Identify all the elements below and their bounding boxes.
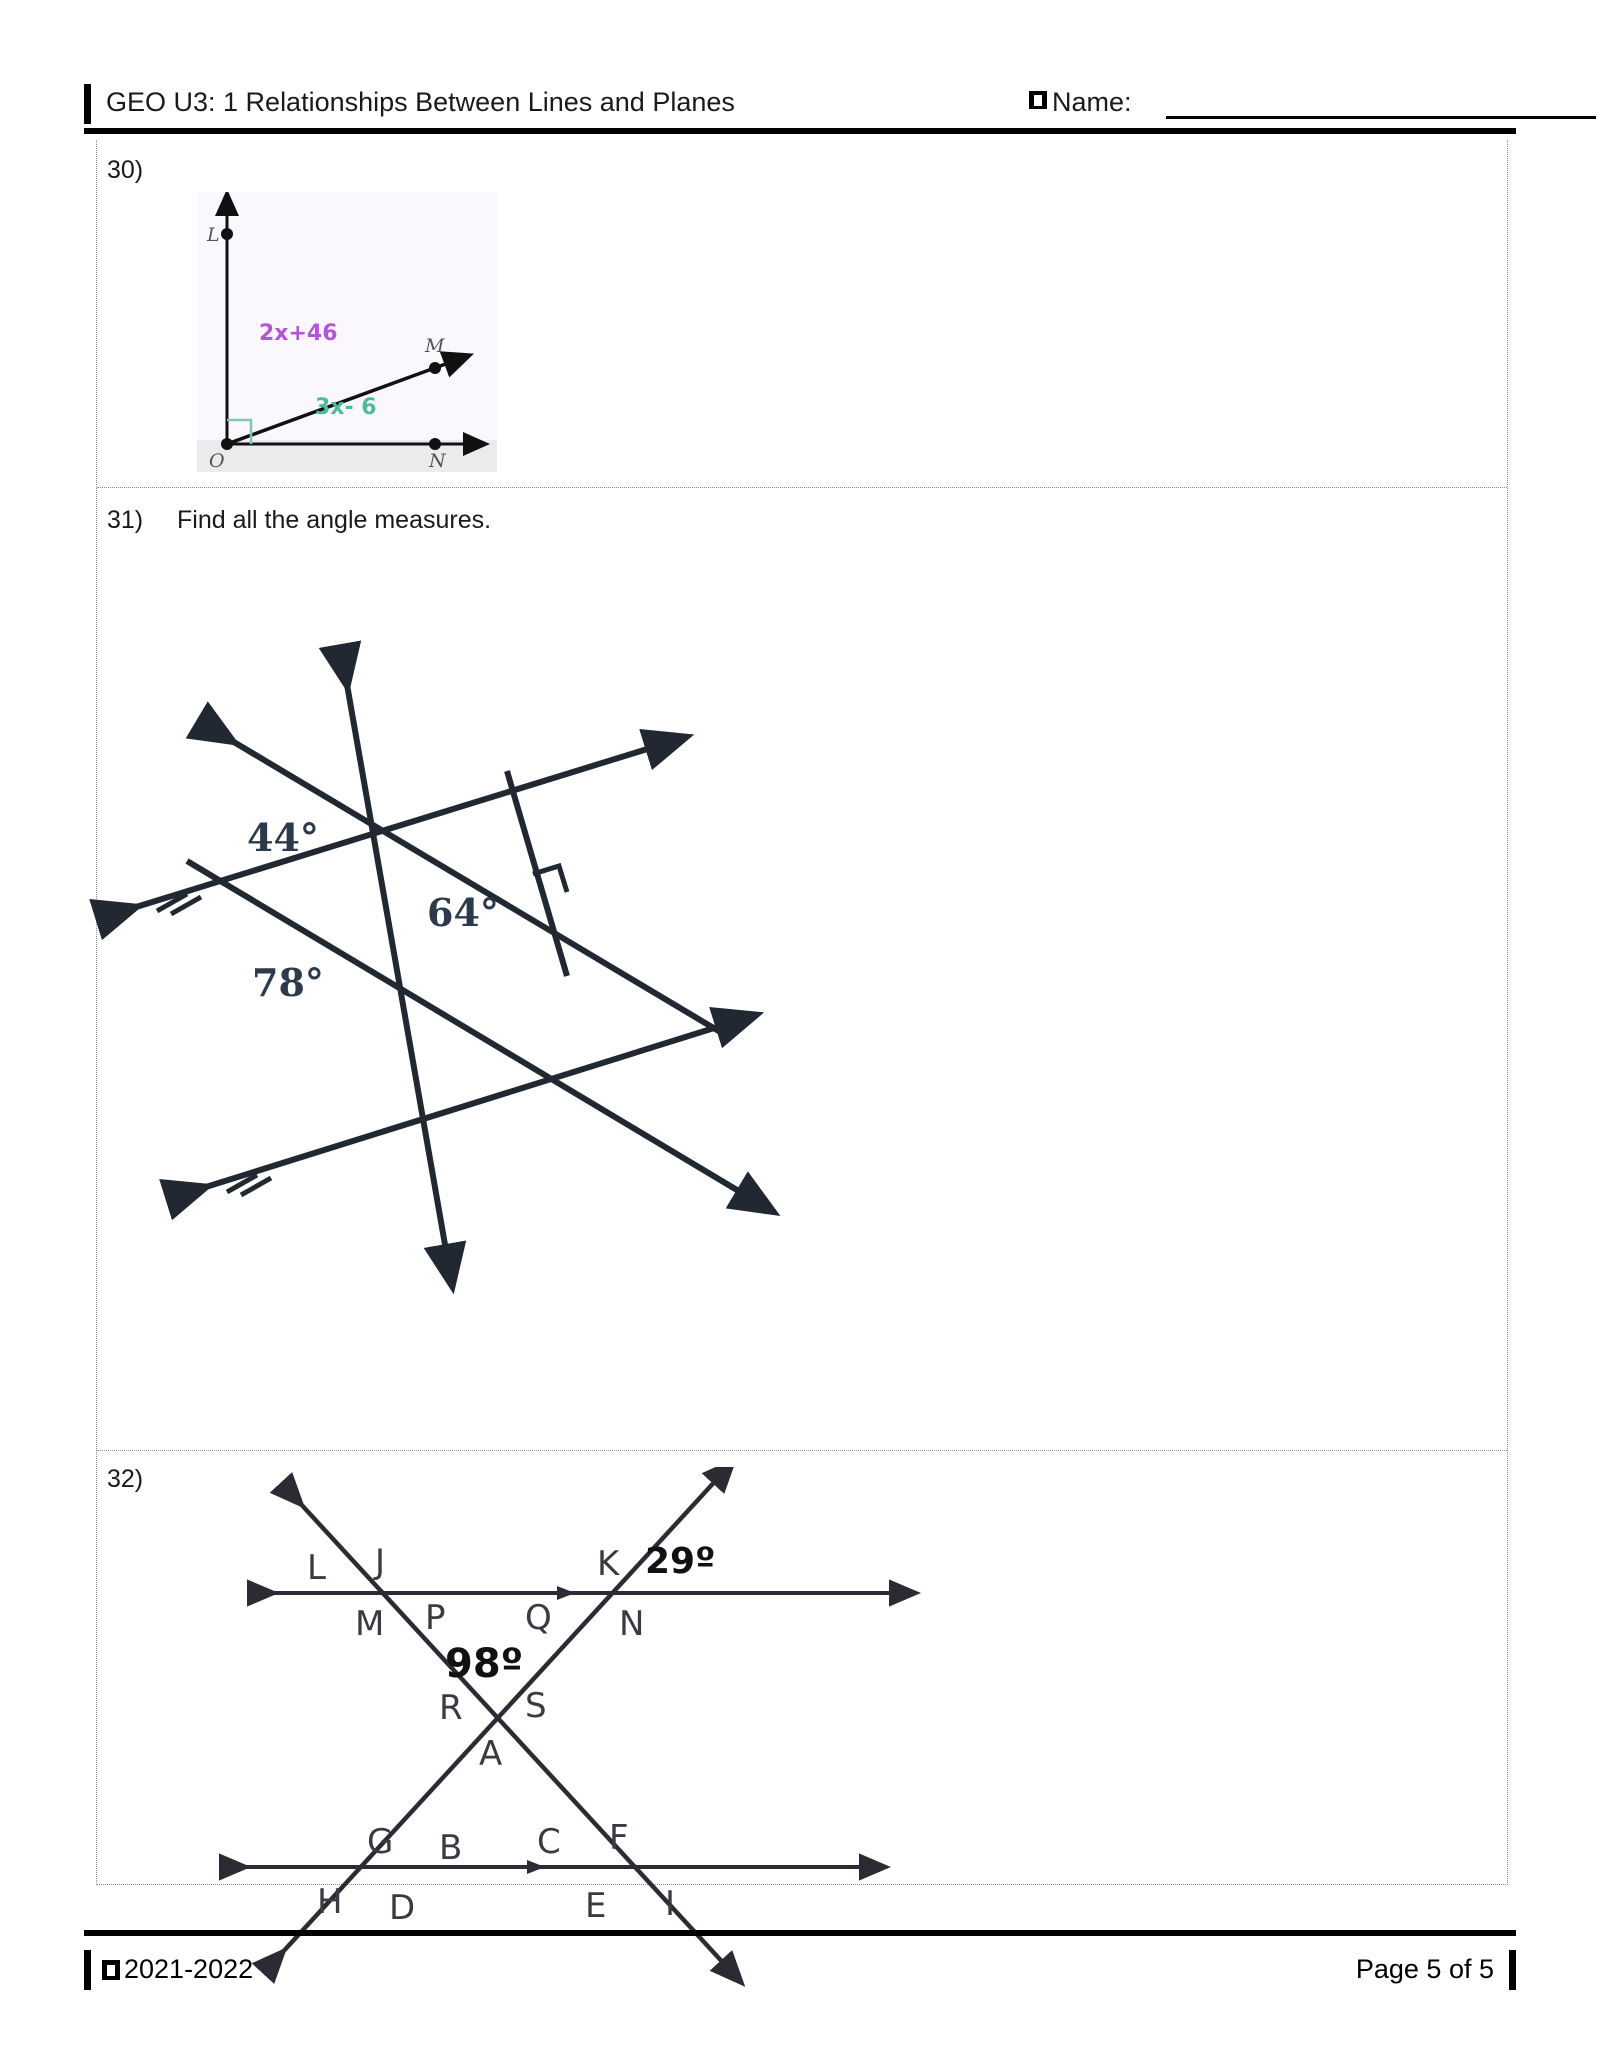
footer-accent-bar-right bbox=[1509, 1950, 1516, 1990]
figure-problem-32 bbox=[207, 1467, 927, 1987]
label-C: C bbox=[537, 1822, 561, 1862]
angle-label-98: 98º bbox=[445, 1641, 524, 1687]
label-A: A bbox=[479, 1734, 503, 1774]
svg-text:L: L bbox=[207, 224, 220, 246]
label-R: R bbox=[439, 1688, 463, 1728]
label-G: G bbox=[367, 1822, 394, 1862]
angle-addition-diagram bbox=[197, 192, 497, 472]
svg-text:M: M bbox=[425, 335, 445, 357]
label-M: M bbox=[355, 1604, 385, 1644]
square-bullet-icon bbox=[102, 1960, 120, 1980]
svg-text:2x+46: 2x+46 bbox=[259, 321, 338, 346]
problem-number-32: 32) bbox=[107, 1465, 144, 1493]
footer-divider bbox=[84, 1930, 1516, 1936]
parallel-lines-transversals-diagram bbox=[87, 556, 847, 1436]
page-header bbox=[84, 82, 1516, 128]
problem-row-32 bbox=[97, 1451, 1507, 1928]
label-D: D bbox=[389, 1888, 416, 1928]
label-I: I bbox=[665, 1884, 676, 1924]
page-footer bbox=[84, 1946, 1516, 1994]
problem-row-31 bbox=[97, 488, 1507, 1451]
svg-text:78°: 78° bbox=[252, 960, 324, 1005]
figure-problem-31 bbox=[87, 556, 847, 1436]
name-field-label: Name: bbox=[1052, 87, 1132, 117]
square-bullet-icon bbox=[1029, 91, 1047, 109]
header-accent-bar bbox=[84, 84, 91, 124]
problem-prompt-31: Find all the angle measures. bbox=[177, 506, 492, 534]
two-parallel-lines-two-transversals-diagram bbox=[207, 1467, 927, 1987]
footer-accent-bar-left bbox=[84, 1950, 91, 1990]
label-B: B bbox=[439, 1828, 463, 1868]
label-P: P bbox=[425, 1598, 446, 1638]
label-S: S bbox=[525, 1686, 547, 1726]
name-write-in-line bbox=[1166, 116, 1596, 119]
problem-number-31: 31) bbox=[107, 506, 144, 534]
footer-school-year: 2021-2022 bbox=[124, 1954, 254, 1984]
label-F: F bbox=[609, 1818, 629, 1858]
problem-number-30: 30) bbox=[107, 156, 144, 184]
svg-text:3x- 6: 3x- 6 bbox=[315, 395, 377, 420]
angle-label-29: 29º bbox=[645, 1541, 716, 1582]
problem-row-30 bbox=[97, 140, 1507, 488]
label-K: K bbox=[597, 1544, 620, 1584]
label-L: L bbox=[307, 1548, 326, 1588]
svg-text:44°: 44° bbox=[247, 815, 319, 860]
label-Q: Q bbox=[525, 1598, 552, 1638]
svg-text:64°: 64° bbox=[427, 890, 499, 935]
label-J: J bbox=[375, 1542, 386, 1582]
svg-text:N: N bbox=[429, 450, 446, 472]
label-E: E bbox=[585, 1886, 607, 1926]
problems-grid bbox=[96, 140, 1508, 1928]
label-H: H bbox=[317, 1882, 343, 1922]
page-title: GEO U3: 1 Relationships Between Lines and Planes bbox=[106, 87, 735, 117]
svg-text:O: O bbox=[209, 450, 225, 472]
footer-page-number: Page 5 of 5 bbox=[1355, 1954, 1494, 1984]
label-N: N bbox=[619, 1604, 645, 1644]
header-divider bbox=[84, 128, 1516, 134]
figure-problem-30 bbox=[197, 192, 497, 472]
